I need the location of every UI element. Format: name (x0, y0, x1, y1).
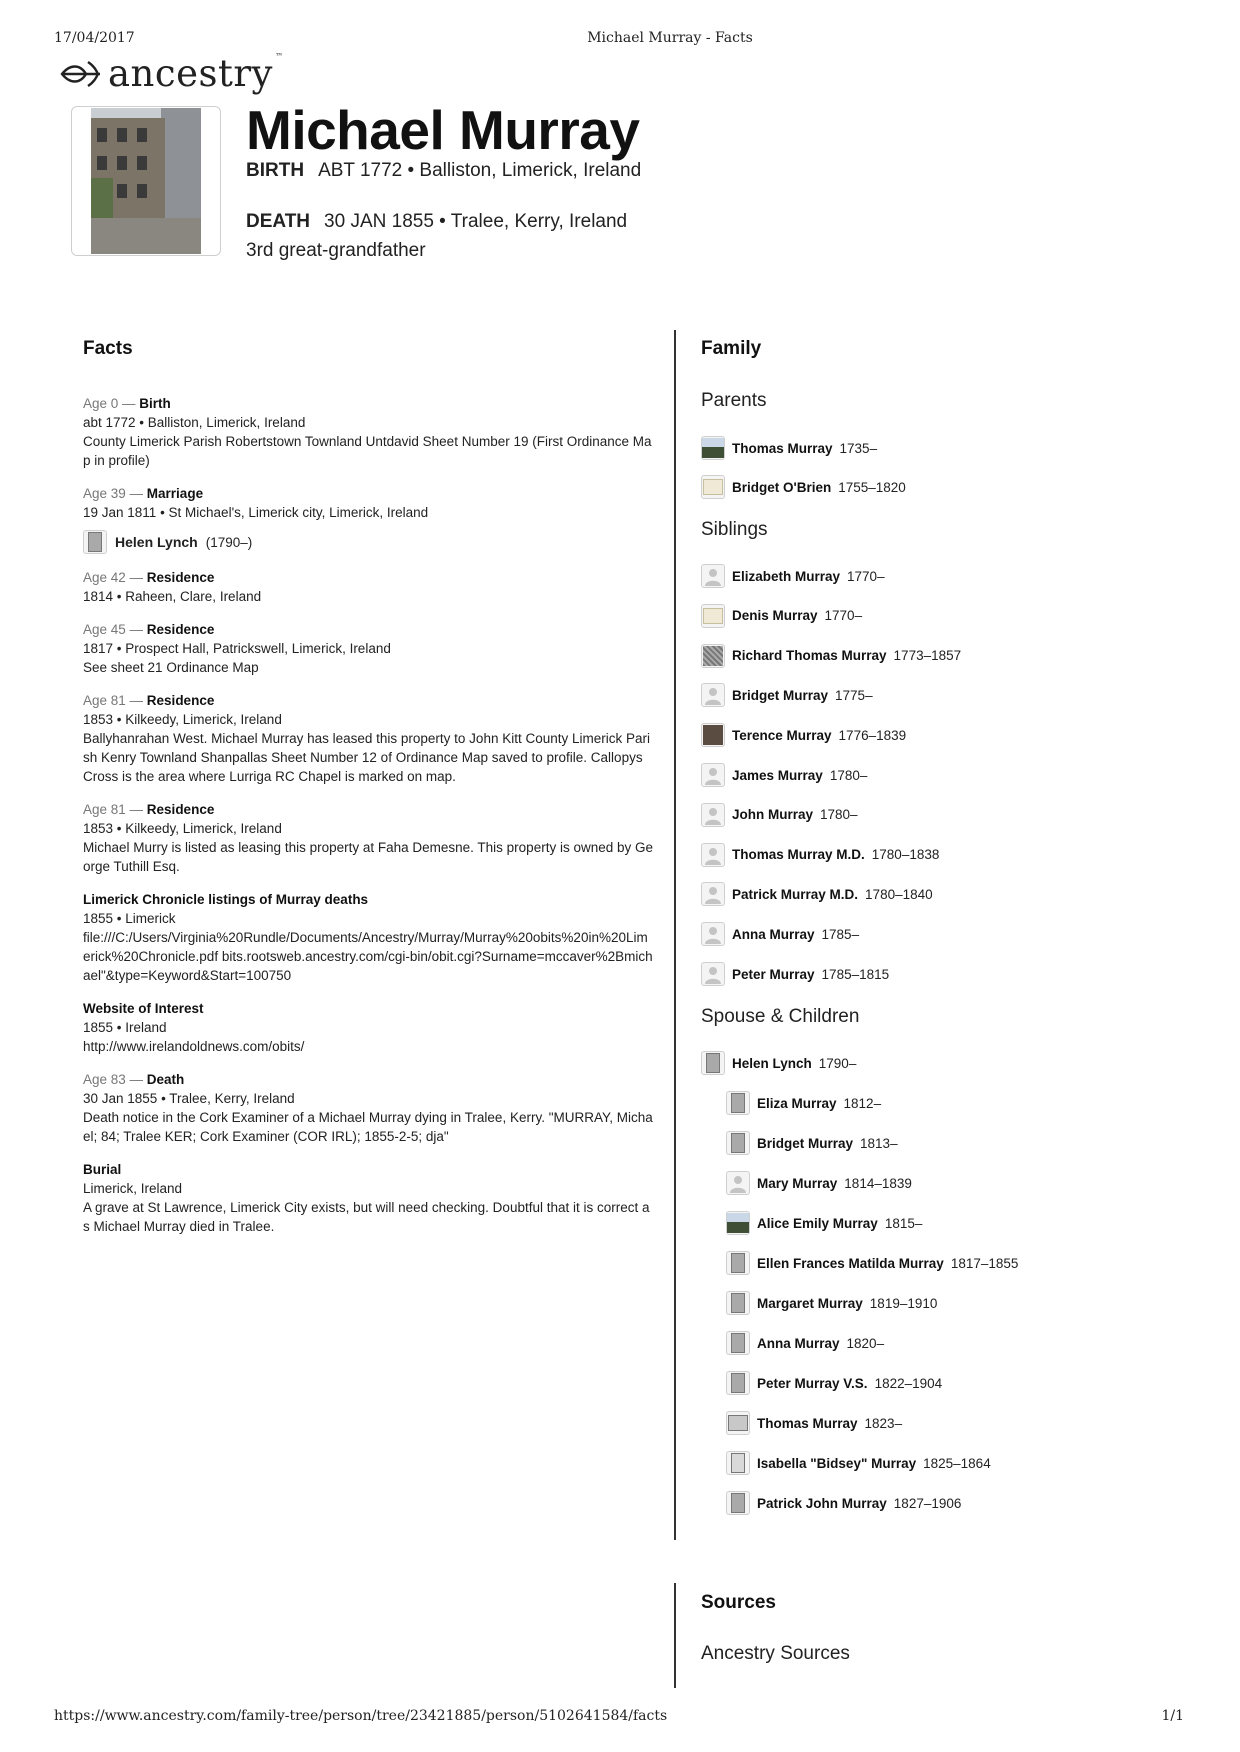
death-label: DEATH (246, 211, 311, 232)
print-date: 17/04/2017 (54, 30, 135, 46)
sources-heading: Sources (701, 1592, 776, 1613)
person-name: Terence Murray (732, 727, 832, 743)
fact-description: Death notice in the Cork Examiner of a Michael Murray dying in Tralee, Kerry. "MURRAY, Michael; 84; Tralee KER; Cork Examiner (COR IRL); 1855-2-5; dja" (83, 1110, 653, 1144)
facts-heading: Facts (83, 338, 133, 359)
fact-header (83, 484, 653, 503)
fact-type: Residence (146, 622, 215, 637)
fact-item[interactable] (83, 394, 653, 470)
person-name: Alice Emily Murray (757, 1215, 878, 1231)
sibling-item[interactable] (701, 564, 885, 588)
photo-thumbnail-icon (701, 1051, 725, 1075)
death-value: 30 JAN 1855 • Tralee, Kerry, Ireland (324, 211, 628, 232)
person-years: 1770– (847, 568, 885, 584)
person-name: John Murray (732, 807, 814, 823)
person-name: James Murray (732, 767, 823, 783)
fact-header (83, 568, 653, 587)
print-page-number: 1/1 (1161, 1708, 1184, 1724)
sibling-item[interactable] (701, 922, 859, 946)
family-heading: Family (701, 338, 762, 359)
fact-item[interactable] (83, 1070, 653, 1146)
person-years: 1780– (829, 767, 868, 783)
birth-summary (246, 160, 641, 182)
person-name: Margaret Murray (757, 1295, 863, 1311)
photo-thumbnail-icon (701, 475, 725, 499)
person-years: 1790– (818, 1055, 857, 1071)
fact-spouse-link[interactable] (83, 530, 653, 554)
person-name: Denis Murray (732, 608, 818, 624)
person-name: Anna Murray (732, 926, 815, 942)
parents-heading: Parents (701, 390, 767, 411)
person-silhouette-icon (701, 683, 725, 707)
photo-thumbnail-icon (726, 1211, 750, 1235)
person-silhouette-icon (701, 962, 725, 986)
photo-thumbnail-icon (701, 644, 725, 668)
fact-item[interactable] (83, 800, 653, 876)
person-name: Bridget Murray (732, 687, 829, 703)
fact-date-place: 1814 • Raheen, Clare, Ireland (83, 589, 262, 604)
person-years: 1817–1855 (950, 1255, 1019, 1271)
fact-age: Age 42 — (83, 570, 147, 585)
child-item[interactable] (726, 1451, 991, 1475)
person-silhouette-icon (701, 882, 725, 906)
person-years: 1812– (843, 1095, 882, 1111)
person-name: Bridget Murray (757, 1135, 854, 1151)
fact-type: Residence (146, 693, 215, 708)
person-years: 1770– (824, 608, 863, 624)
fact-description: file:///C:/Users/Virginia%20Rundle/Documents/Ancestry/Murray/Murray%20obits%20in%20Limerick%20Chronicle.pdf bits.rootsweb.ancestry.com/cgi-bin/obit.cgi?Surname=mccaver%2Bmichael"&type=Keyword&Start=100750 (83, 930, 653, 983)
child-item[interactable] (726, 1411, 902, 1435)
fact-type: Death (146, 1072, 185, 1087)
person-name: Elizabeth Murray (732, 568, 841, 584)
fact-header (83, 394, 653, 413)
fact-date-place: 1853 • Kilkeedy, Limerick, Ireland (83, 821, 282, 836)
child-item[interactable] (726, 1131, 898, 1155)
photo-thumbnail-icon (726, 1091, 750, 1115)
child-item[interactable] (726, 1091, 881, 1115)
logo-text: ancestry ™ (108, 52, 284, 95)
fact-header (83, 620, 653, 639)
fact-age: Age 81 — (83, 693, 147, 708)
spouse-years: (1790–) (205, 534, 253, 550)
birth-value: ABT 1772 • Balliston, Limerick, Ireland (318, 160, 642, 181)
person-name: Helen Lynch (732, 1055, 812, 1071)
sibling-item[interactable] (701, 763, 867, 787)
photo-thumbnail-icon (726, 1451, 750, 1475)
person-years: 1823– (864, 1415, 903, 1431)
spouse-children-heading: Spouse & Children (701, 1006, 860, 1027)
fact-description: See sheet 21 Ordinance Map (83, 660, 259, 675)
fact-date-place: 1817 • Prospect Hall, Patrickswell, Limerick, Ireland (83, 641, 391, 656)
fact-header (83, 999, 653, 1018)
person-silhouette-icon (701, 564, 725, 588)
fact-item[interactable] (83, 620, 653, 677)
fact-description: http://www.irelandoldnews.com/obits/ (83, 1039, 305, 1054)
photo-thumbnail-icon (726, 1251, 750, 1275)
parent-item[interactable] (701, 436, 877, 460)
fact-type: Limerick Chronicle listings of Murray deaths (83, 892, 369, 907)
fact-age: Age 81 — (83, 802, 147, 817)
person-years: 1780–1838 (871, 847, 940, 863)
fact-description: Ballyhanrahan West. Michael Murray has leased this property to John Kitt County Limerick Parish Kenry Townland Shanpallas Sheet Number 12 of Ordinance Map saved to profile. Callopys Cross is the area where Lurriga RC Chapel is marked on map. (83, 731, 651, 784)
print-url: https://www.ancestry.com/family-tree/person/tree/23421885/person/5102641584/facts (54, 1708, 668, 1724)
photo-thumbnail-icon (726, 1291, 750, 1315)
person-name: Isabella "Bidsey" Murray (757, 1455, 917, 1471)
ancestry-logo[interactable] (60, 52, 283, 95)
fact-header (83, 800, 653, 819)
person-years: 1819–1910 (869, 1295, 938, 1311)
birth-label: BIRTH (246, 160, 305, 181)
person-years: 1820– (846, 1335, 885, 1351)
person-name: Anna Murray (757, 1335, 840, 1351)
sibling-item[interactable] (701, 962, 889, 986)
fact-age: Age 0 — (83, 396, 140, 411)
sibling-item[interactable] (701, 604, 862, 628)
fact-description: A grave at St Lawrence, Limerick City exists, but will need checking. Doubtful that it is correct as Michael Murray died in Tralee. (83, 1200, 650, 1234)
photo-thumbnail-icon (701, 436, 725, 460)
child-item[interactable] (726, 1291, 937, 1315)
child-item[interactable] (726, 1491, 961, 1515)
profile-photo[interactable] (71, 106, 221, 256)
sibling-item[interactable] (701, 843, 939, 867)
person-silhouette-icon (701, 763, 725, 787)
person-years: 1755–1820 (838, 479, 906, 495)
person-silhouette-icon (701, 922, 725, 946)
person-years: 1815– (884, 1215, 923, 1231)
person-name: Michael Murray (246, 99, 640, 161)
person-years: 1813– (860, 1135, 898, 1151)
fact-type: Residence (146, 802, 215, 817)
death-summary (246, 211, 627, 233)
fact-header (83, 1070, 653, 1089)
fact-header (83, 691, 653, 710)
person-name: Mary Murray (757, 1175, 838, 1191)
fact-date-place: 1855 • Ireland (83, 1020, 167, 1035)
spouse-name: Helen Lynch (115, 533, 198, 550)
relationship: 3rd great-grandfather (246, 240, 426, 261)
person-years: 1785– (821, 926, 860, 942)
ancestry-sources-link[interactable]: Ancestry Sources (701, 1643, 850, 1664)
fact-item[interactable] (83, 568, 653, 606)
fact-age: Age 45 — (83, 622, 147, 637)
fact-description: Michael Murry is listed as leasing this property at Faha Demesne. This property is owned by George Tuthill Esq. (83, 840, 653, 874)
photo-thumbnail-icon (701, 723, 725, 747)
fact-date-place: 1853 • Kilkeedy, Limerick, Ireland (83, 712, 282, 727)
column-divider (674, 330, 676, 1540)
fact-item[interactable] (83, 484, 653, 554)
person-name: Ellen Frances Matilda Murray (757, 1255, 944, 1271)
sibling-item[interactable] (701, 683, 873, 707)
fact-age: Age 83 — (83, 1072, 147, 1087)
fact-type: Birth (139, 396, 171, 411)
fact-date-place: 1855 • Limerick (83, 911, 176, 926)
photo-thumbnail-icon (726, 1131, 750, 1155)
fact-item[interactable] (83, 691, 653, 786)
child-item[interactable] (726, 1171, 912, 1195)
sibling-item[interactable] (701, 803, 858, 827)
fact-date-place: 19 Jan 1811 • St Michael's, Limerick city, Limerick, Ireland (83, 505, 429, 520)
fact-type: Residence (146, 570, 215, 585)
fact-header (83, 890, 653, 909)
siblings-heading: Siblings (701, 519, 768, 540)
facts-list (83, 394, 653, 1250)
person-years: 1785–1815 (821, 966, 890, 982)
person-name: Eliza Murray (757, 1095, 837, 1111)
fact-type: Marriage (146, 486, 204, 501)
fact-item[interactable] (83, 999, 653, 1056)
sibling-item[interactable] (701, 723, 906, 747)
child-item[interactable] (726, 1211, 922, 1235)
fact-description: County Limerick Parish Robertstown Townland Untdavid Sheet Number 19 (First Ordinance Map in profile) (83, 434, 652, 468)
person-years: 1780–1840 (865, 886, 933, 902)
child-item[interactable] (726, 1251, 1018, 1275)
photo-thumbnail-icon (726, 1491, 750, 1515)
leaf-icon (60, 56, 104, 92)
person-years: 1773–1857 (893, 648, 962, 664)
fact-item[interactable] (83, 1160, 653, 1236)
person-years: 1827–1906 (893, 1495, 962, 1511)
print-title: Michael Murray - Facts (587, 30, 753, 46)
fact-type: Website of Interest (83, 1001, 204, 1016)
person-years: 1776–1839 (838, 727, 907, 743)
sibling-item[interactable] (701, 882, 933, 906)
person-years: 1735– (839, 440, 878, 456)
person-name: Thomas Murray (757, 1415, 858, 1431)
person-years: 1822–1904 (874, 1375, 943, 1391)
fact-date-place: abt 1772 • Balliston, Limerick, Ireland (83, 415, 306, 430)
person-silhouette-icon (701, 843, 725, 867)
person-name: Thomas Murray (732, 440, 833, 456)
fact-date-place: 30 Jan 1855 • Tralee, Kerry, Ireland (83, 1091, 295, 1106)
parent-item[interactable] (701, 475, 906, 499)
child-item[interactable] (726, 1331, 884, 1355)
person-name: Patrick John Murray (757, 1495, 887, 1511)
fact-type: Burial (83, 1162, 122, 1177)
sources-divider (674, 1583, 676, 1688)
person-silhouette-icon (701, 803, 725, 827)
person-name: Patrick Murray M.D. (732, 886, 859, 902)
photo-thumbnail-icon (701, 604, 725, 628)
person-name: Peter Murray (732, 966, 815, 982)
photo-thumbnail-icon (726, 1411, 750, 1435)
photo-thumbnail-icon (83, 530, 107, 554)
fact-header (83, 1160, 653, 1179)
person-years: 1825–1864 (923, 1455, 991, 1471)
photo-thumbnail-icon (726, 1371, 750, 1395)
person-years: 1780– (820, 807, 858, 823)
person-years: 1814–1839 (844, 1175, 912, 1191)
fact-date-place: Limerick, Ireland (83, 1181, 183, 1196)
person-silhouette-icon (726, 1171, 750, 1195)
sibling-item[interactable] (701, 644, 961, 668)
person-name: Peter Murray V.S. (757, 1375, 868, 1391)
child-item[interactable] (726, 1371, 942, 1395)
person-name: Bridget O'Brien (732, 479, 832, 495)
person-name: Thomas Murray M.D. (732, 847, 865, 863)
spouse-item[interactable] (701, 1051, 856, 1075)
person-name: Richard Thomas Murray (732, 648, 887, 664)
photo-thumbnail-icon (726, 1331, 750, 1355)
fact-item[interactable] (83, 890, 653, 985)
fact-age: Age 39 — (83, 486, 147, 501)
person-years: 1775– (835, 687, 873, 703)
